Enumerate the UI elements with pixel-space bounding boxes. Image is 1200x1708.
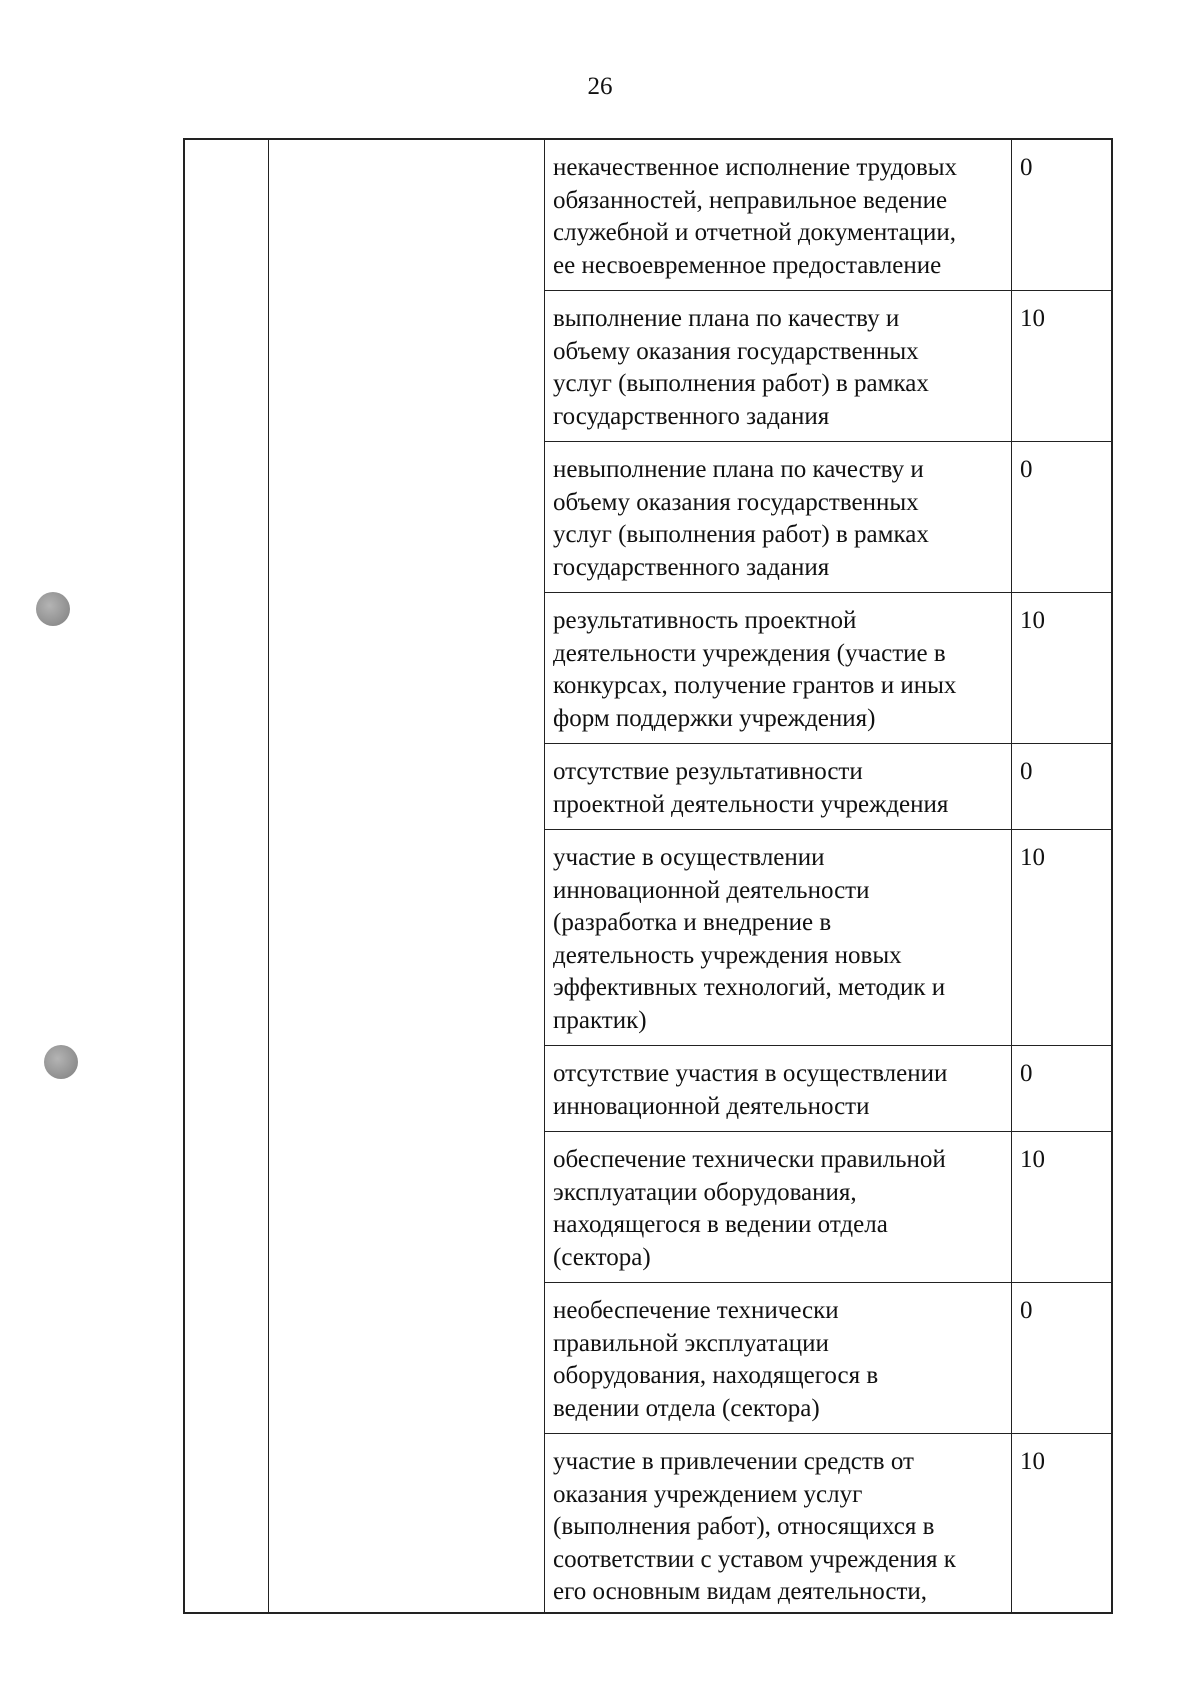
column-divider: [268, 140, 269, 1612]
criterion-text: некачественное исполнение трудовых обязанностей, неправильное ведение служебной и отчетной документации, ее несвоевременное предоставление: [553, 154, 958, 279]
table-row: [544, 140, 1113, 291]
criterion-score: 0: [1020, 456, 1033, 483]
criterion-text: невыполнение плана по качеству и объему оказания государственных услуг (выполнения работ) в рамках государственного задания: [553, 456, 929, 581]
criteria-table: [183, 138, 1113, 1614]
criterion-text: обеспечение технически правильной эксплуатации оборудования, находящегося в ведении отдела (сектора): [553, 1146, 946, 1271]
criterion-score: 10: [1020, 1448, 1045, 1475]
table-row: [544, 1132, 1113, 1283]
table-row: [544, 593, 1113, 744]
criterion-score: 0: [1020, 154, 1033, 181]
criterion-text: необеспечение технически правильной эксплуатации оборудования, находящегося в ведении отдела (сектора): [553, 1297, 879, 1422]
criterion-text: отсутствие участия в осуществлении инновационной деятельности: [553, 1060, 948, 1120]
criterion-score: 0: [1020, 1060, 1033, 1087]
punch-hole-icon: [36, 592, 70, 626]
criterion-text: участие в осуществлении инновационной деятельности (разработка и внедрение в деятельность учреждения новых эффективных технологий, методик и практик): [553, 844, 946, 1034]
table-row: [544, 744, 1113, 830]
criterion-score: 10: [1020, 1146, 1045, 1173]
criterion-score: 10: [1020, 607, 1045, 634]
table-row: [544, 291, 1113, 442]
criterion-score: 10: [1020, 844, 1045, 871]
criterion-score: 0: [1020, 1297, 1033, 1324]
criterion-text: результативность проектной деятельности учреждения (участие в конкурсах, получение грантов и иных форм поддержки учреждения): [553, 607, 957, 732]
criterion-text: отсутствие результативности проектной деятельности учреждения: [553, 758, 949, 818]
criterion-text: участие в привлечении средств от оказания учреждением услуг (выполнения работ), относящихся в соответствии с уставом учреждения к его основным видам деятельности,: [553, 1448, 956, 1605]
criterion-text: выполнение плана по качеству и объему оказания государственных услуг (выполнения работ) в рамках государственного задания: [553, 305, 929, 430]
criterion-score: 0: [1020, 758, 1033, 785]
criteria-rows: [544, 140, 1113, 1612]
table-row: [544, 830, 1113, 1046]
punch-hole-icon: [44, 1045, 78, 1079]
table-row: [544, 1434, 1113, 1614]
table-row: [544, 1283, 1113, 1434]
page-number: 26: [587, 73, 613, 100]
table-row: [544, 1046, 1113, 1132]
table-row: [544, 442, 1113, 593]
criterion-score: 10: [1020, 305, 1045, 332]
